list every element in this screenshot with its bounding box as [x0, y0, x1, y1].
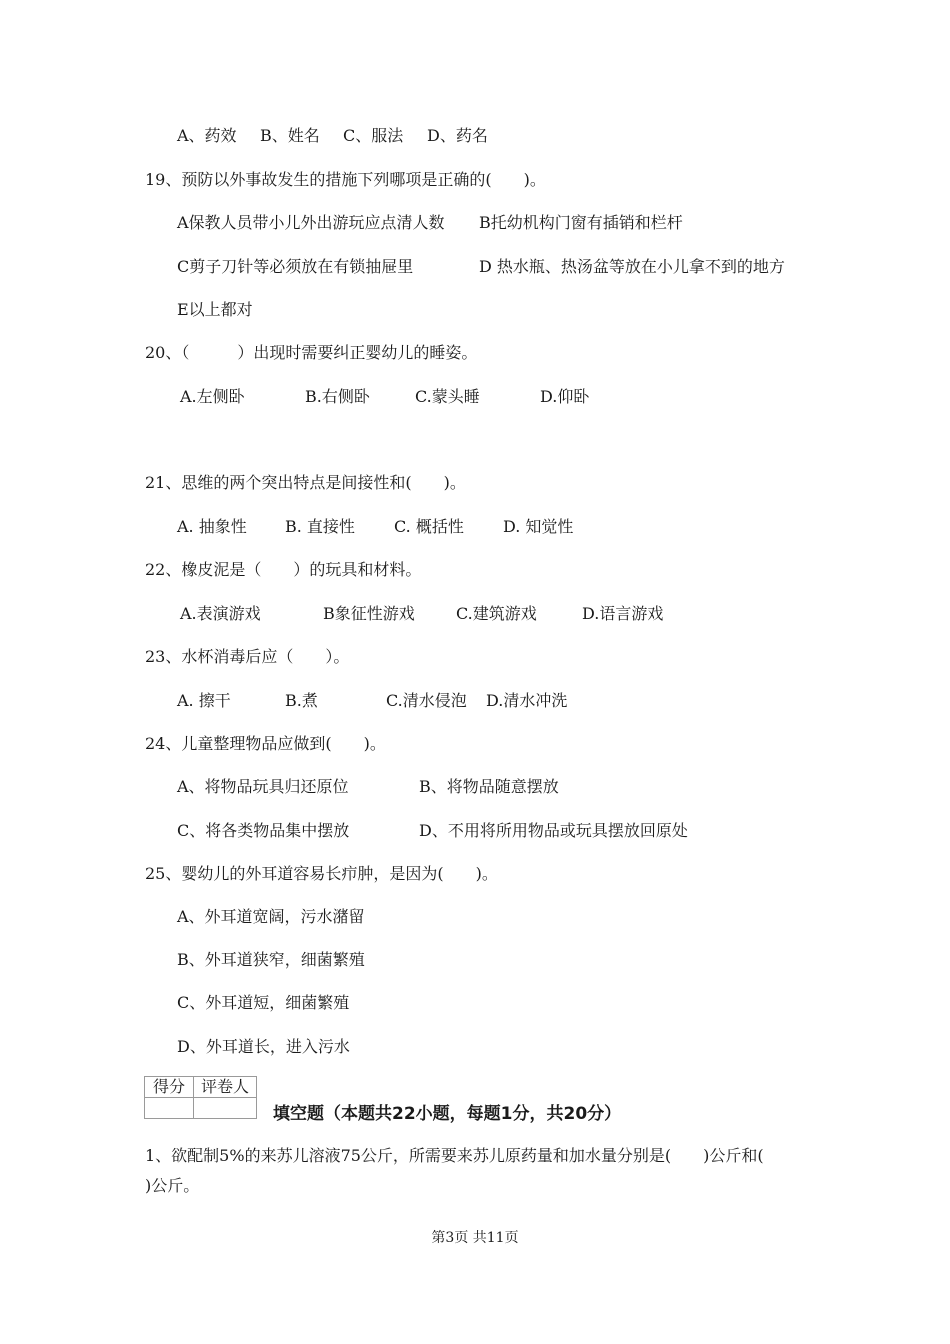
option-a: A、药效: [177, 126, 237, 145]
question-20-stem: 20、（ ）出现时需要纠正婴幼儿的睡姿。: [145, 343, 478, 362]
option-b: B. 直接性: [285, 517, 355, 536]
question-21-stem: 21、思维的两个突出特点是间接性和( )。: [145, 473, 466, 492]
option-b: B托幼机构门窗有插销和栏杆: [479, 213, 683, 232]
grader-label: 评卷人: [194, 1077, 257, 1098]
option-c: C、将各类物品集中摆放: [177, 821, 350, 840]
option-b: B.煮: [285, 691, 318, 710]
page-footer: 第3页 共11页: [431, 1230, 519, 1246]
question-25-option-b: B、外耳道狭窄，细菌繁殖: [177, 950, 365, 969]
option-d: D 热水瓶、热汤盆等放在小儿拿不到的地方: [479, 257, 785, 276]
option-a: A保教人员带小儿外出游玩应点清人数: [177, 213, 445, 232]
question-23-stem: 23、水杯消毒后应（ ）。: [145, 647, 350, 666]
option-c: C.清水侵泡: [386, 691, 467, 710]
fill-question-1-line1: 1、欲配制5%的来苏儿溶液75公斤，所需要来苏儿原药量和加水量分别是( )公斤和(: [145, 1146, 764, 1165]
question-19-stem: 19、预防以外事故发生的措施下列哪项是正确的( )。: [145, 170, 546, 189]
question-19-option-e: E以上都对: [177, 300, 253, 319]
option-c: C. 概括性: [394, 517, 464, 536]
option-b: B、将物品随意摆放: [419, 777, 559, 796]
question-25-option-d: D、外耳道长，进入污水: [177, 1037, 350, 1056]
question-24-stem: 24、儿童整理物品应做到( )。: [145, 734, 386, 753]
option-d: D、不用将所用物品或玩具摆放回原处: [419, 821, 688, 840]
option-b: B象征性游戏: [323, 604, 415, 623]
option-d: D、药名: [427, 126, 488, 145]
option-a: A. 擦干: [177, 691, 231, 710]
option-d: D.语言游戏: [582, 604, 664, 623]
option-c: C.建筑游戏: [456, 604, 537, 623]
question-25-option-a: A、外耳道宽阔，污水潴留: [177, 907, 365, 926]
option-a: A.左侧卧: [180, 387, 245, 406]
fill-question-1-line2: )公斤。: [145, 1176, 200, 1195]
option-c: C剪子刀针等必须放在有锁抽屉里: [177, 257, 414, 276]
score-label: 得分: [145, 1077, 194, 1098]
section-title: 填空题（本题共22小题，每题1分，共20分）: [273, 1104, 622, 1124]
score-box: [144, 1076, 257, 1119]
option-c: C、服法: [343, 126, 404, 145]
score-cell: [145, 1098, 194, 1119]
option-c: C.蒙头睡: [415, 387, 480, 406]
option-b: B.右侧卧: [305, 387, 370, 406]
option-d: D.仰卧: [540, 387, 590, 406]
question-22-stem: 22、橡皮泥是（ ）的玩具和材料。: [145, 560, 422, 579]
option-a: A.表演游戏: [180, 604, 261, 623]
question-25-option-c: C、外耳道短，细菌繁殖: [177, 993, 350, 1012]
option-b: B、姓名: [260, 126, 320, 145]
option-a: A. 抽象性: [177, 517, 247, 536]
grader-cell: [194, 1098, 257, 1119]
option-a: A、将物品玩具归还原位: [177, 777, 349, 796]
question-25-stem: 25、婴幼儿的外耳道容易长疖肿，是因为( )。: [145, 864, 498, 883]
option-d: D. 知觉性: [503, 517, 574, 536]
option-d: D.清水冲洗: [486, 691, 568, 710]
